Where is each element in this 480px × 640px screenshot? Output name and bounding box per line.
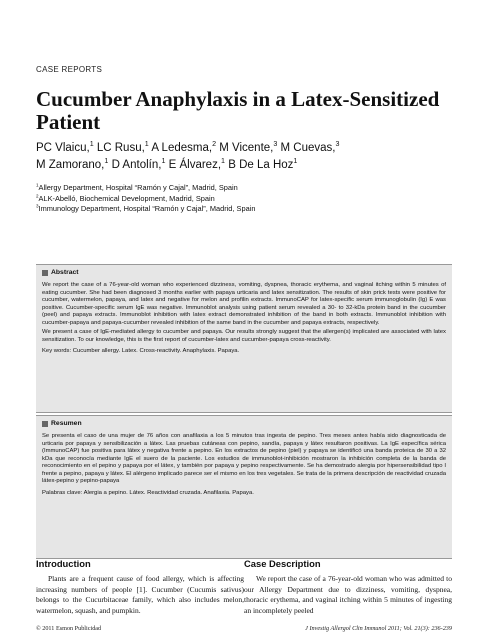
introduction-heading: Introduction <box>36 558 91 569</box>
section-tag: CASE REPORTS <box>36 65 103 74</box>
author: PC Vlaicu,$^1$ <box>36 140 94 154</box>
author: M Cuevas,$^3$ <box>280 140 340 154</box>
abstract-paragraph: We present a case of IgE-mediated allergy to cucumber and papaya. Our results strongly suggest that the allergen(s) implicated are associated with latex sensitization. To our knowledge, this is the first report of cucumber-latex and cucumber-papaya cross-reactivity. <box>42 329 446 343</box>
footer-citation: J Investig Allergol Clin Immunol 2011; Vol. 21(3): 236-239 <box>305 625 452 632</box>
author: A Ledesma,$^2$ <box>151 140 217 154</box>
author: M Zamorano,$^1$ <box>36 157 109 171</box>
article-title: Cucumber Anaphylaxis in a Latex-Sensitized Patient <box>36 87 440 134</box>
author: D Antolín,$^1$ <box>111 157 166 171</box>
square-bullet-icon <box>42 421 48 427</box>
square-bullet-icon <box>42 270 48 276</box>
author-list <box>36 140 456 174</box>
author: M Vicente,$^3$ <box>219 140 278 154</box>
author: B De La Hoz$^1$ <box>228 157 298 171</box>
case-description-heading: Case Description <box>244 558 321 569</box>
case-description-text: We report the case of a 76-year-old woman who was admitted to our Allergy Department due to dizziness, vomiting, dyspnea, thoracic erythema, and vaginal itching within 5 minutes of ingesting an incompletely peeled <box>244 574 452 615</box>
abstract-heading: Abstract <box>42 269 79 276</box>
resumen-keywords: Palabras clave: Alergia a pepino. Látex. Reactividad cruzada. Anafilaxia. Papaya. <box>42 489 254 496</box>
abstract-body <box>42 282 446 358</box>
abstract-box <box>36 264 452 413</box>
affiliation: $^1$Allergy Department, Hospital “Ramón y Cajal”, Madrid, Spain <box>36 182 238 192</box>
resumen-body <box>42 433 446 499</box>
affiliation: $^3$Immunology Department, Hospital “Ramón y Cajal”, Madrid, Spain <box>36 203 256 213</box>
resumen-paragraph: Se presenta el caso de una mujer de 76 años con anafilaxia a los 5 minutos tras ingesta de pepino. Tres meses antes había sido diagnosticada de urticaria por papaya y sensibilización a látex. Las pruebas cutáneas con pepino, sandía, papaya y látex resultaron positivas. La IgE específica sérica (ImmunoCAP) fue positiva para látex y negativa frente a pepino. En los extractos de pepino (piel) y papaya se identificó una banda proteica de 30 a 32 kDa que reconocía mediante IgE el suero de la paciente. Los estudios de immunoblot-inhibición mostraron la inhibición completa de la banda de reconocimiento en el pepino y papaya por el látex, y también por papaya y pepino respectivamente. Se ha demostrado alergia por hipersensibilidad tipo I frente a pepino, papaya y látex. El alérgeno implicado parece ser el mismo en los tres vegetales. Se trata de la primera descripción de reactividad cruzada látex-pepino y pepino-papaya <box>42 433 446 484</box>
abstract-paragraph: We report the case of a 76-year-old woman who experienced dizziness, vomiting, dyspnea, thoracic erythema, and vaginal itching within 5 minutes of eating cucumber. She had been diagnosed 3 months earlier with papaya urticaria and latex sensitization. The results of skin prick tests were positive for cucumber, watermelon, papaya, and latex and negative for melon and profilin extracts. ImmunoCAP for latex-specific serum immunoglobulin (Ig) E was positive. Cucumber-specific serum IgE was negative. Immunoblot analysis using patient serum revealed a 30- to 32-kDa protein band in the cucumber (peel) and papaya extracts. Immunoblot inhibition with latex extract demonstrated inhibition of the band in both extracts. Immunoblot inhibition with cucumber-papaya and papaya-cucumber revealed inhibition of the same band in the cucumber and papaya extracts, respectively. <box>42 282 446 326</box>
author: LC Rusu,$^1$ <box>96 140 149 154</box>
author: E Álvarez,$^1$ <box>168 157 225 171</box>
affiliations <box>36 183 456 215</box>
abstract-keywords: Key words: Cucumber allergy. Latex. Cross-reactivity. Anaphylaxis. Papaya. <box>42 348 240 354</box>
footer-copyright: © 2011 Esmon Publicidad <box>36 625 102 632</box>
resumen-box <box>36 415 452 559</box>
resumen-heading: Resumen <box>42 420 82 427</box>
introduction-text: Plants are a frequent cause of food allergy, which is affecting increasing numbers of people [1]. Cucumber (Cucumis sativus) belongs to the Cucurbitaceae family, which also includes melon, watermelon, squash, and pumpkin. <box>36 574 244 615</box>
affiliation: $^2$ALK-Abelló, Biochemical Development, Madrid, Spain <box>36 193 215 203</box>
